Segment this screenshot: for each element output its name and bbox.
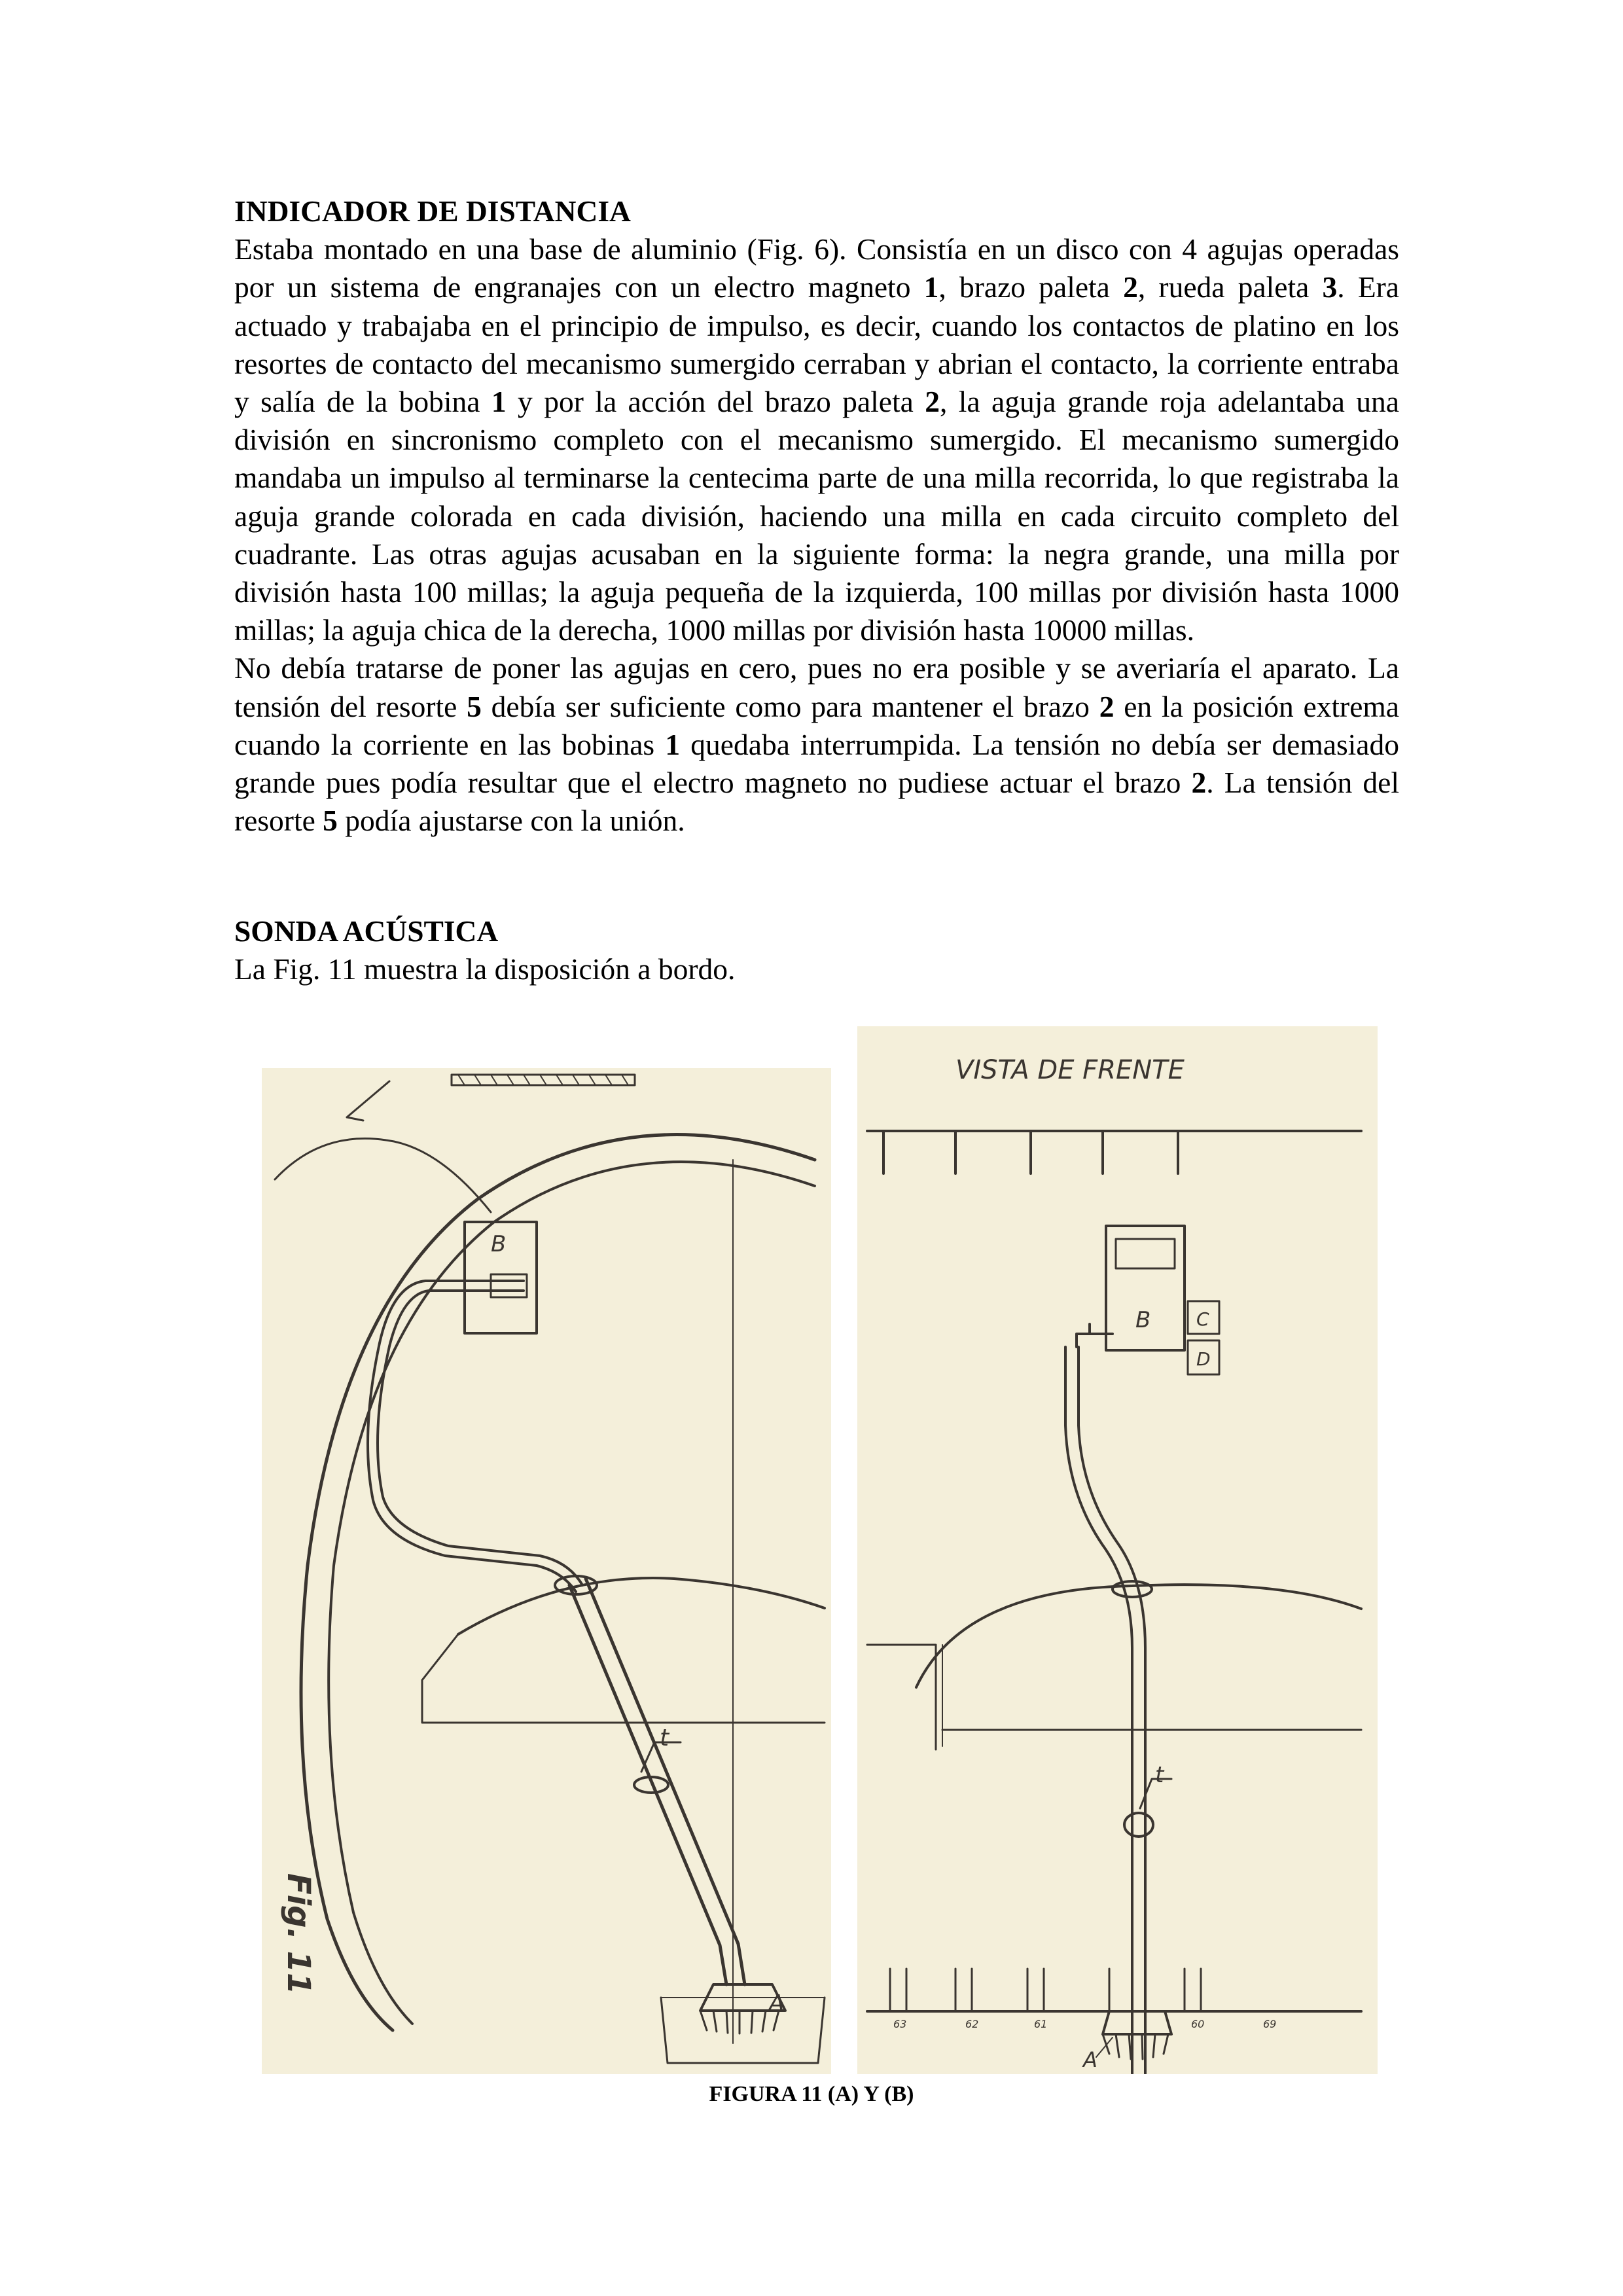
label-t-a: t	[660, 1725, 669, 1751]
section-distance-indicator	[234, 192, 1399, 840]
label-c-b: C	[1196, 1308, 1209, 1330]
label-a-b: A	[1083, 2047, 1097, 2072]
paper-background	[262, 1068, 831, 2074]
frame-number: 60	[1191, 2018, 1205, 2030]
paragraph-distance-indicator-2: No debía tratarse de poner las agujas en cero, pues no era posible y se averiaría el aparato. La tensión del resorte 5 debía ser suficiente como para mantener el brazo 2 en la posición extrema cuando la corriente en las bobinas 1 quedaba interrumpida. La tensión no debía ser demasiado grande pues podía resultar que el electro magneto no pudiese actuar el brazo 2. La tensión del resorte 5 podía ajustarse con la unión.	[234, 651, 1399, 838]
figure-caption: FIGURA 11 (A) Y (B)	[709, 2082, 914, 2106]
frame-number: 62	[965, 2018, 979, 2030]
label-t-b: t	[1155, 1762, 1164, 1788]
fig-11-label: Fig. 11	[280, 1873, 317, 1995]
bold-reference-number: 5	[323, 804, 338, 838]
label-b-a: B	[491, 1231, 507, 1257]
paragraph-distance-indicator-1: Estaba montado en una base de aluminio (Fig. 6). Consistía en un disco con 4 agujas operadas por un sistema de engranajes con un electro magneto 1, brazo paleta 2, rueda paleta 3. Era actuado y trabajaba en el principio de impulso, es decir, cuando los contactos de platino en los resortes de contacto del mecanismo sumergido cerraban y abrian el contacto, la corriente entraba y salía de la bobina 1 y por la acción del brazo paleta 2, la aguja grande roja adelantaba una división en sincronismo completo con el mecanismo sumergido. El mecanismo sumergido mandaba un impulso al terminarse la centecima parte de una milla recorrida, lo que registraba la aguja grande colorada en cada división, haciendo una milla en cada circuito completo del cuadrante. Las otras agujas acusaban en la siguiente forma: la negra grande, una milla por división hasta 100 millas; la aguja pequeña de la izquierda, 100 millas por división hasta 1000 millas; la aguja chica de la derecha, 1000 millas por división hasta 10000 millas.	[234, 232, 1400, 647]
figure-11-a-svg	[262, 1068, 831, 2074]
bold-reference-number: 2	[1099, 689, 1115, 723]
section-acoustic-sounder	[234, 912, 1399, 988]
bold-reference-number: 2	[1191, 766, 1207, 800]
bold-reference-number: 1	[923, 270, 939, 304]
frame-number: 69	[1263, 2018, 1277, 2030]
bold-reference-number: 2	[925, 385, 940, 419]
label-a-a: A	[769, 1990, 785, 2017]
frame-number: 61	[1034, 2018, 1048, 2030]
figure-11-a-drawing	[262, 1068, 831, 2074]
bold-reference-number: 1	[491, 385, 507, 419]
paragraph-acoustic-sounder: La Fig. 11 muestra la disposición a bordo.	[234, 952, 736, 986]
paper-background-b	[857, 1026, 1378, 2074]
bold-reference-number: 5	[467, 689, 482, 723]
bold-reference-number: 3	[1322, 270, 1338, 304]
label-b-b: B	[1135, 1307, 1151, 1333]
title-vista-de-frente: VISTA DE FRENTE	[955, 1055, 1185, 1085]
figure-11-b-svg	[857, 1026, 1378, 2074]
bold-reference-number: 1	[665, 727, 681, 761]
bold-reference-number: 2	[1123, 270, 1138, 304]
frame-number: 63	[893, 2018, 907, 2030]
label-d-b: D	[1196, 1348, 1211, 1370]
heading-distance-indicator: INDICADOR DE DISTANCIA	[234, 194, 631, 228]
heading-acoustic-sounder: SONDA ACÚSTICA	[234, 914, 499, 948]
figure-11-b-drawing	[857, 1026, 1378, 2074]
